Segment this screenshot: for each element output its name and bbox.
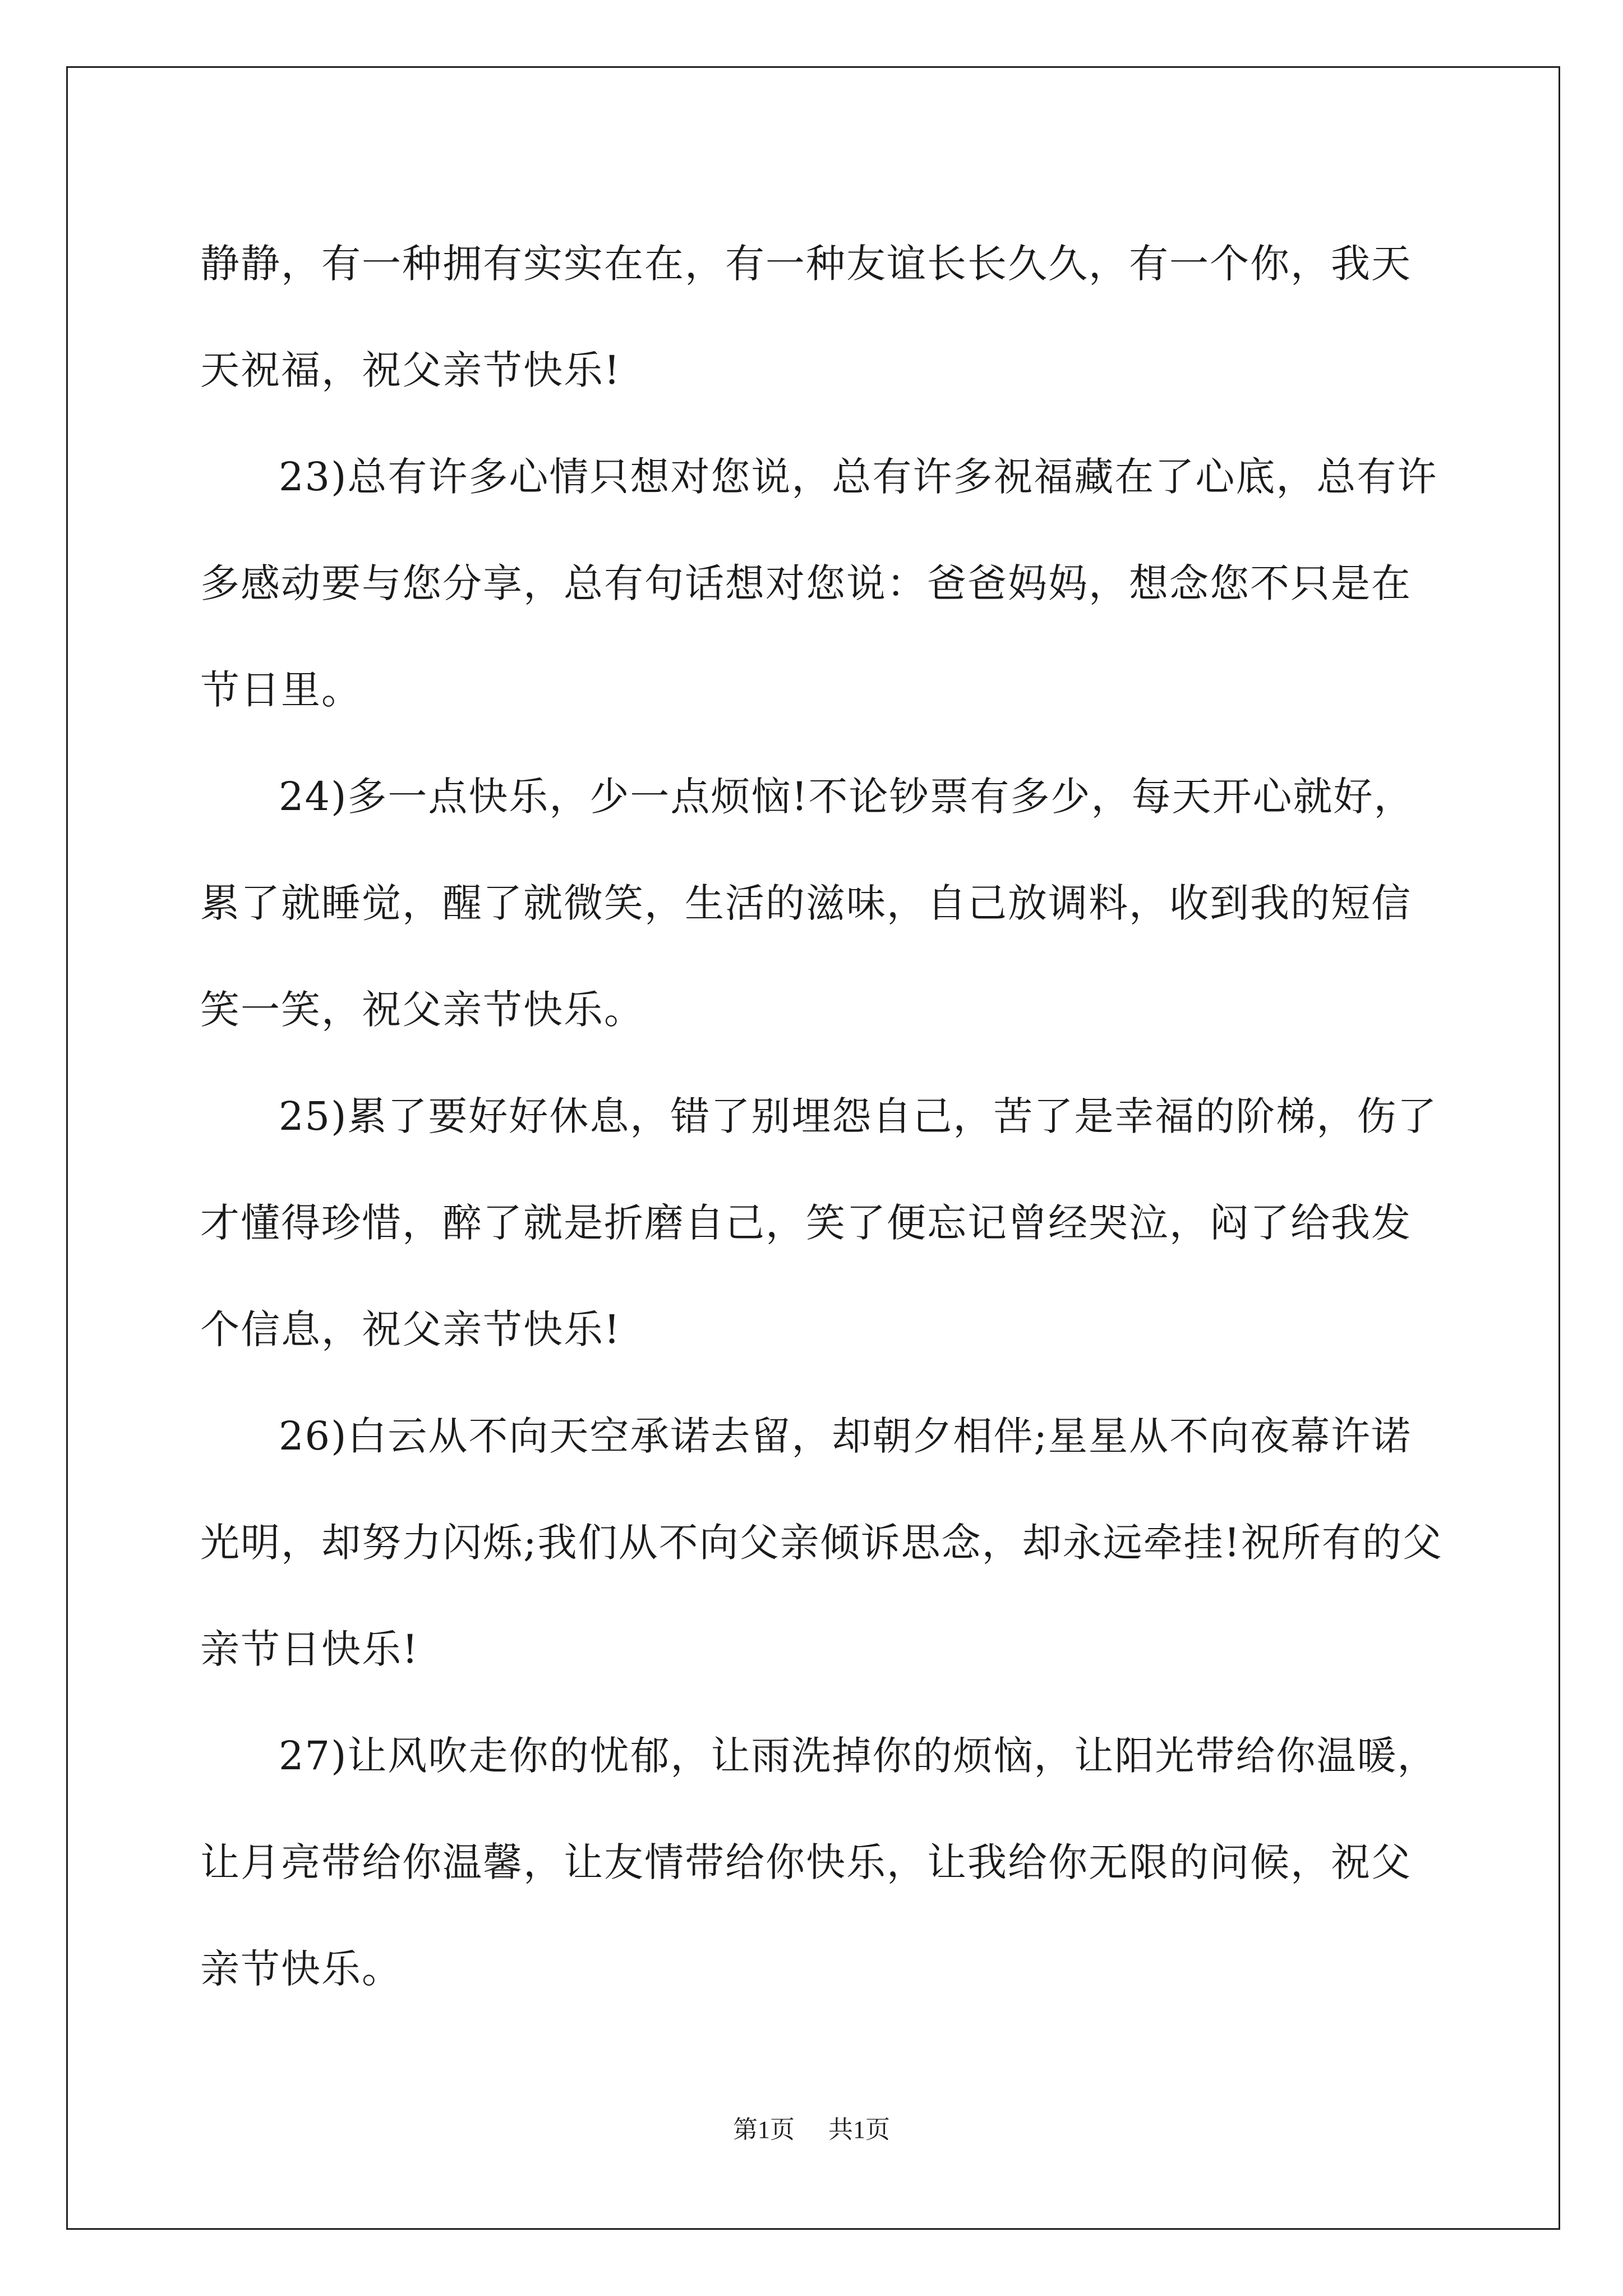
paragraph-continuation: 静静，有一种拥有实实在在，有一种友谊长长久久，有一个你，我天天祝福，祝父亲节快乐! [200,241,1412,393]
page-total: 共1页 [828,2116,890,2143]
page-footer [0,2109,1623,2145]
paragraph-26: 26)白云从不向天空承诺去留，却朝夕相伴;星星从不向夜幕许诺光明，却努力闪烁;我们从不向父亲倾诉思念，却永远牵挂!祝所有的父亲节日快乐! [200,1413,1443,1672]
paragraph-27: 27)让风吹走你的忧郁，让雨洗掉你的烦恼，让阳光带给你温暖，让月亮带给你温馨，让友情带给你快乐，让我给你无限的问候，祝父亲节快乐。 [200,1733,1438,1992]
paragraph-24: 24)多一点快乐，少一点烦恼!不论钞票有多少，每天开心就好，累了就睡觉，醒了就微笑，生活的滋味，自己放调料，收到我的短信笑一笑，祝父亲节快乐。 [200,774,1414,1033]
page-number: 第1页 [733,2116,795,2143]
document-body [200,210,1451,2022]
paragraph-23: 23)总有许多心情只想对您说，总有许多祝福藏在了心底，总有许多感动要与您分享，总有句话想对您说：爸爸妈妈，想念您不只是在节日里。 [200,454,1438,713]
paragraph-25: 25)累了要好好休息，错了别埋怨自己，苦了是幸福的阶梯，伤了才懂得珍惜，醉了就是折磨自己，笑了便忘记曾经哭泣，闷了给我发个信息，祝父亲节快乐! [200,1093,1438,1352]
